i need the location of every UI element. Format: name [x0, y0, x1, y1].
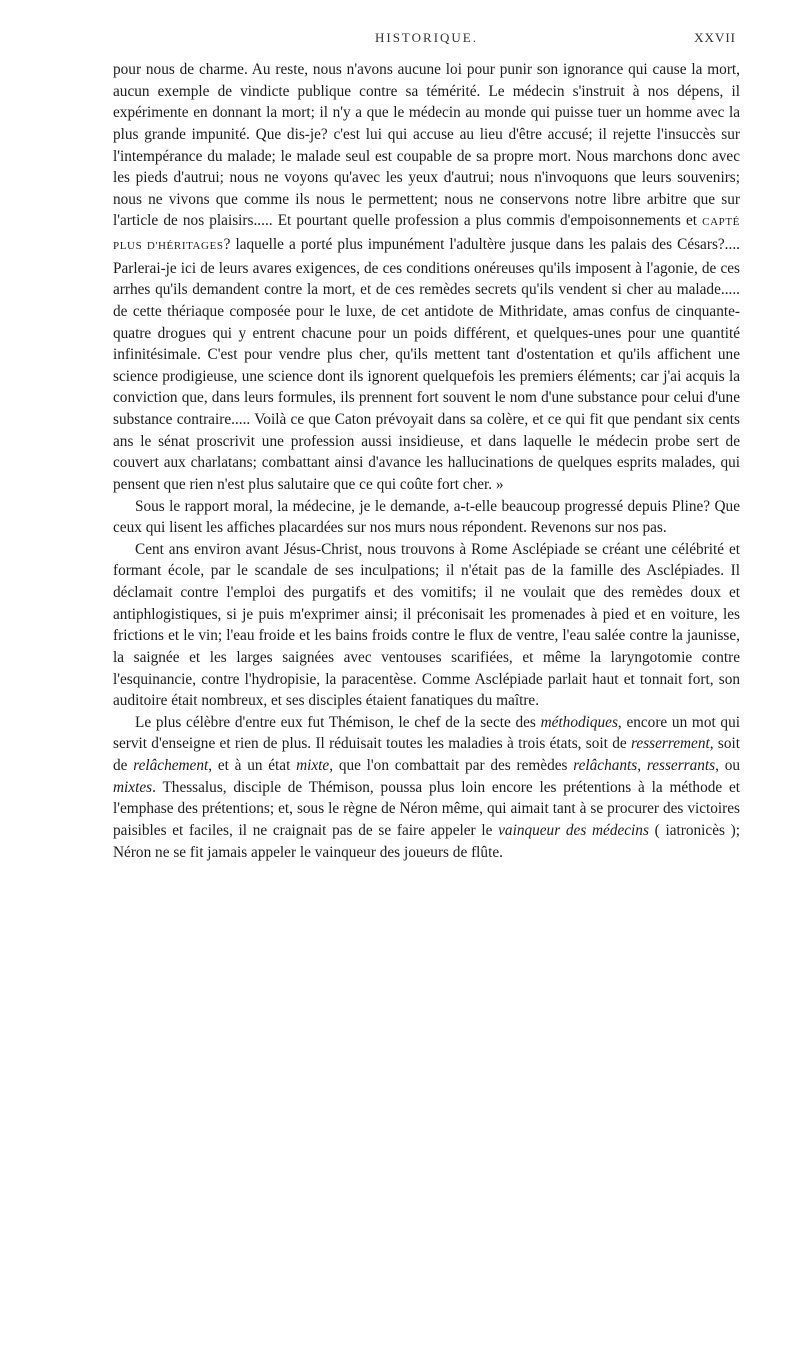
text-segment: Sous le rapport moral, la médecine, je le demande, a-t-elle beaucoup progressé depuis Pline? Que ceux qui lisent les affiches placardées sur nos murs nous répondent. Revenons sur nos pas. — [113, 497, 740, 537]
text-segment: Le plus célèbre d'entre eux fut Thémison, le chef de la secte des — [135, 713, 541, 731]
italic-term: mixtes — [113, 778, 153, 796]
text-segment: ? laquelle a porté plus impunément l'adultère jusque dans les palais des Césars?.... Parlerai-je ici de leurs avares exigences, de ces conditions onéreuses qu'ils imposent à l'agonie, de ces arrhes qu'ils demandent contre la mort, et de ces remèdes secrets qu'ils vendent si cher au malade..... de cette thériaque composée pour le luxe, de cet antidote de Mithridate, amas confus de cinquante-quatre drogues qui y entrent chacune pour un poids différent, et quelques-unes pour une quantité infinitésimale. C'est pour vendre plus cher, qu'ils mettent tant d'ostentation et qu'ils affichent une science prodigieuse, une science dont ils ignorent quelquefois les premiers éléments; car j'ai acquis la conviction que, dans leurs formules, ils prennent fort souvent le nom d'une substance pour celui d'une substance contraire..... Voilà ce que Caton prévoyait dans sa colère, et ce qui fit que pendant six cents ans le sénat proscrivit une profession aussi insidieuse, et dans laquelle le médecin probe sert de couvert aux charlatans; combattant ainsi d'avance les hallucinations de quelques esprits malades, qui pensent que rien n'est plus salutaire que ce qui coûte fort cher. » — [113, 236, 740, 493]
italic-term: relâchants, resserrants — [573, 757, 716, 774]
page-number: XXVII — [694, 30, 736, 45]
body-text — [113, 59, 740, 863]
text-segment: pour nous de charme. Au reste, nous n'avons aucune loi pour punir son ignorance qui cause la mort, aucun exemple de vindicte publique contre sa témérité. Le médecin s'instruit à nos dépens, il expérimente en donnant la mort; il n'y a que le médecin au monde qui puisse tuer un homme avec la plus grande impunité. Que dis-je? c'est lui qui accuse au lieu d'être accusé; il rejette l'insuccès sur l'intempérance du malade; le malade seul est coupable de sa propre mort. Nous marchons donc avec les pieds d'autrui; nous ne voyons qu'avec les yeux d'autrui; nous n'invoquons que leurs souvenirs; nous ne vivons que comme ils nous le permettent; nous ne conservons notre libre arbitre que sur l'article de nos plaisirs..... Et pourtant quelle profession a plus commis d'empoisonnements et — [113, 61, 740, 230]
italic-term: resserrement — [631, 735, 710, 753]
running-head — [113, 30, 740, 56]
text-segment: , ou — [715, 757, 740, 774]
text-segment: . Thessalus, disciple de Thémison, poussa plus loin encore les prétentions à la méthode et l'emphase des prétentions; et, sous le règne de Néron même, qui aimait tant à se procurer des victoires paisibles et faciles, il ne craignait pas de se faire appeler le — [113, 778, 740, 839]
paragraph — [113, 712, 740, 863]
text-segment: , et à un état — [208, 757, 297, 774]
text-segment: Cent ans environ avant Jésus-Christ, nous trouvons à Rome Asclépiade se créant une célébrité et formant école, par le scandale de ses inculpations; il n'était pas de la famille des Asclépiades. Il déclamait contre l'emploi des purgatifs et des vomitifs; il ne voulait que des remèdes doux et antiphlogistiques, si je puis m'exprimer ainsi; il préconisait les promenades à pied et en voiture, les frictions et le vin; l'eau froide et les bains froids contre le flux de ventre, l'eau salée contre la jaunisse, la saignée et les larges saignées avec ventouses scarifiées, et même la laryngotomie contre l'esquinancie, contre l'hydropisie, la paracentèse. Comme Asclépiade parlait haut et tonnait fort, son auditoire était nombreux, et ses disciples étaient fanatiques du maître. — [113, 540, 740, 710]
text-segment: , que l'on combattait par des remèdes — [329, 757, 574, 774]
italic-term: relâchement — [133, 757, 209, 774]
italic-term: méthodiques — [540, 713, 618, 731]
paragraph — [113, 539, 740, 712]
paragraph — [113, 496, 740, 539]
text-segment: , soit de — [113, 735, 741, 774]
text-segment: , encore un mot qui servit d'enseigne et rien de plus. Il réduisait toutes les maladies à trois états, soit de — [113, 713, 740, 753]
paragraph — [113, 59, 740, 496]
text-segment: ( iatronicès ); Néron ne se fit jamais appeler le vainqueur des joueurs de flûte. — [113, 821, 741, 861]
italic-term: vainqueur des médecins — [498, 821, 649, 839]
italic-term: mixte — [296, 757, 330, 774]
small-caps-phrase: CAPTÉ PLUS D'HÉRITAGES — [113, 216, 740, 252]
running-title: HISTORIQUE. — [374, 30, 478, 45]
